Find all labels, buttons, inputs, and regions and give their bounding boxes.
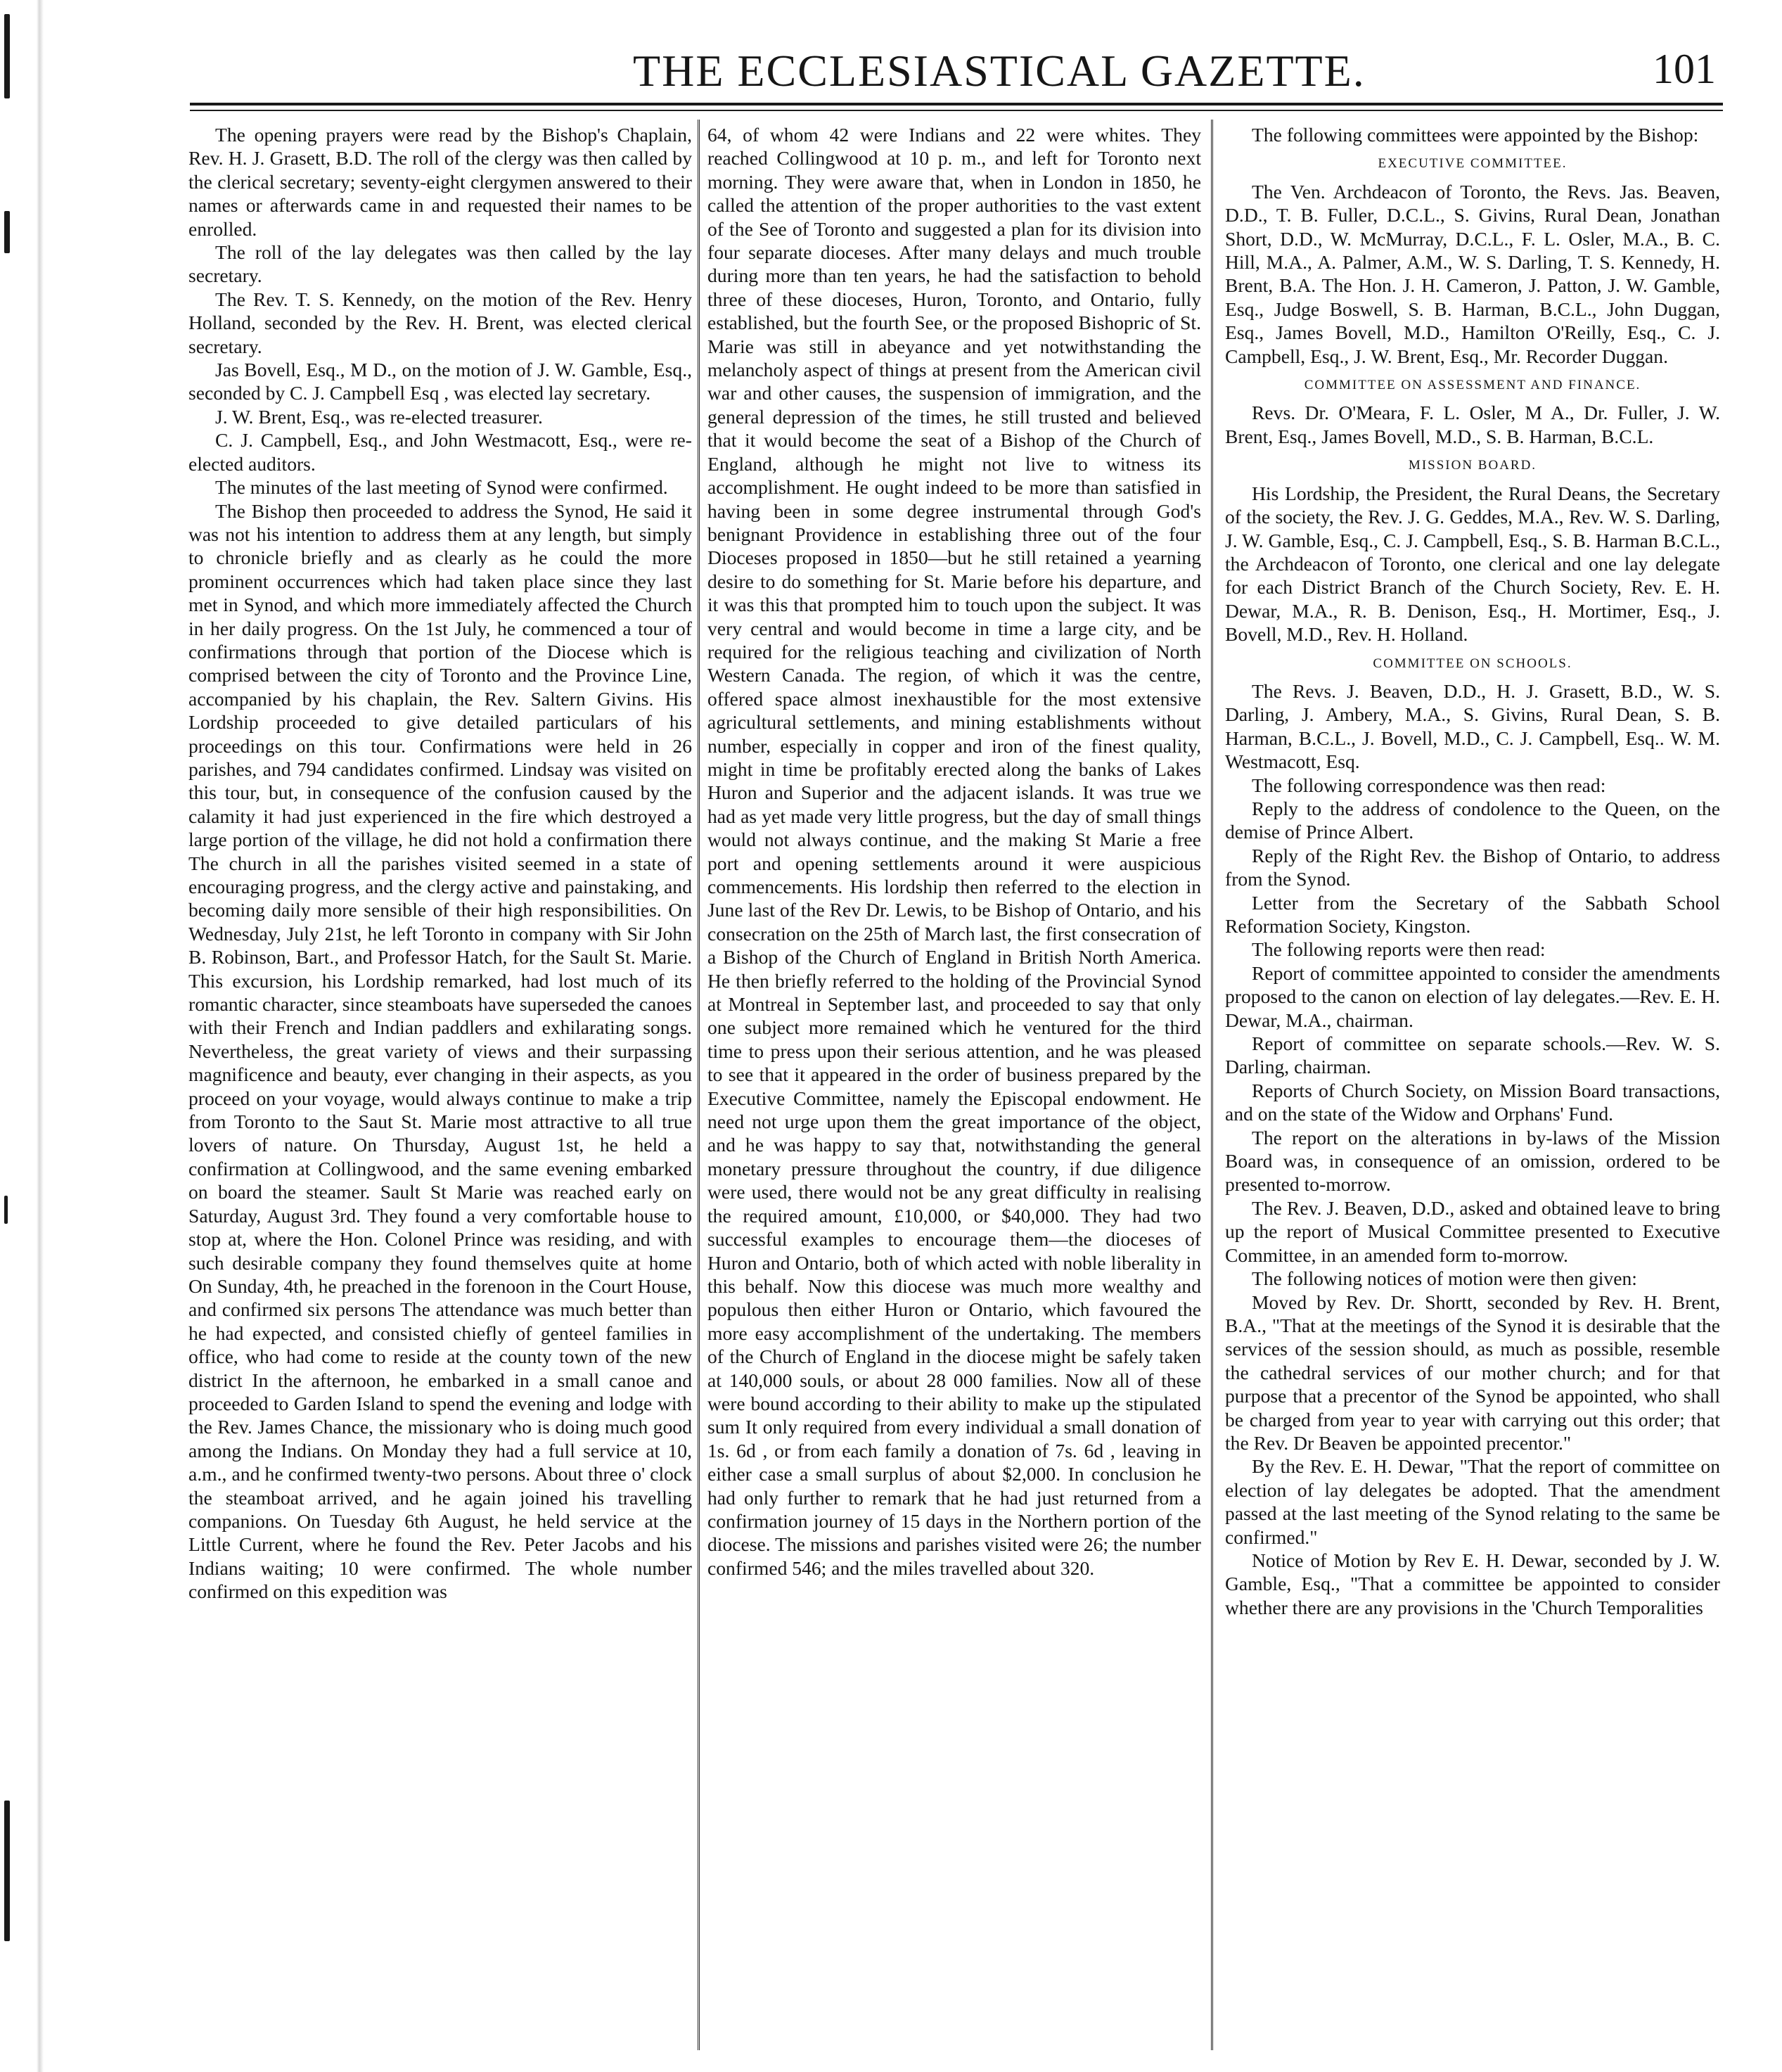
column-1 [188,123,692,1604]
page-binding-edge [0,0,49,2072]
section-heading: MISSION BOARD. [1408,458,1537,473]
column-separator [1211,120,1213,2050]
column-3 [1225,123,1720,1619]
paragraph: Reports of Church Society, on Mission Board transactions, and on the state of the Widow and Orphans' Fund. [1225,1079,1720,1125]
paragraph: The roll of the lay delegates was then called by the lay secretary. [188,241,692,287]
paragraph: By the Rev. E. H. Dewar, "That the report of committee on election of lay delegates be adopted. That the amendment passed at the last meeting of the Synod relating to the same be confirmed." [1225,1455,1720,1548]
section-heading: EXECUTIVE COMMITTEE. [1378,156,1568,172]
paragraph: His Lordship, the President, the Rural Deans, the Secretary of the society, the Rev. J. G. Geddes, M.A., Rev. W. S. Darling, J. W. Gamble, Esq., C. J. Campbell, Esq., S. B. Harman B.C.L., the Archdeacon of Toronto, one clerical and one lay delegate for each District Branch of the Church Society, Rev. E. H. Dewar, M.A., R. B. Denison, Esq., H. Mortimer, Esq., J. Bovell, M.D., Rev. H. Holland. [1225,482,1720,646]
paragraph: The Ven. Archdeacon of Toronto, the Revs. Jas. Beaven, D.D., T. B. Fuller, D.C.L., S. Givins, Rural Dean, Jonathan Short, D.D., W. McMurray, D.C.L., F. L. Osler, M.A., B. C. Hill, M.A., A. Palmer, A.M., W. S. Darling, T. S. Kennedy, H. Brent, B.A. The Hon. J. H. Cameron, J. Patton, J. W. Gamble, Esq., Judge Boswell, S. B. Harman, B.C.L., John Duggan, Esq., James Bovell, M.D., Hamilton O'Reilly, Esq., C. J. Campbell, Esq., J. W. Brent, Esq., Mr. Recorder Duggan. [1225,180,1720,367]
paragraph: The minutes of the last meeting of Synod were confirmed. [215,476,668,499]
paragraph: Letter from the Secretary of the Sabbath School Reformation Society, Kingston. [1225,891,1720,937]
paragraph: Revs. Dr. O'Meara, F. L. Osler, M A., Dr. Fuller, J. W. Brent, Esq., James Bovell, M.D., S. B. Harman, B.C.L. [1225,402,1720,447]
paragraph: The report on the alterations in by-laws of the Mission Board was, in consequence of an omission, ordered to be presented to-morrow. [1225,1126,1720,1196]
paragraph: The following reports were then read: [1252,938,1546,961]
column-separator [698,120,700,2050]
paragraph: C. J. Campbell, Esq., and John Westmacott, Esq., were re-elected auditors. [188,429,692,475]
binding-mark [4,1801,10,1941]
paragraph: Notice of Motion by Rev E. H. Dewar, seconded by J. W. Gamble, Esq., "That a committee be appointed to consider whether there are any provisions in the 'Church Temporalities [1225,1549,1720,1618]
paragraph: The following notices of motion were then given: [1252,1267,1637,1290]
paragraph: Reply to the address of condolence to the Queen, on the demise of Prince Albert. [1225,797,1720,843]
page-title: THE ECCLESIASTICAL GAZETTE. [633,46,1366,96]
paragraph: 64, of whom 42 were Indians and 22 were whites. They reached Collingwood at 10 p. m., and left for Toronto next morning. They were aware that, when in London in 1850, he called the attention of the proper authorities to the vast extent of the See of Toronto and suggested a plan for its division into four separate dioceses. After many delays and much trouble during more than ten years, he had the satisfaction to behold three of these dioceses, Huron, Toronto, and Ontario, fully established, but the fourth See, or the proposed Bishopric of St. Marie was still in abeyance and yet notwithstanding the melancholy aspect of things at present from the American civil war and other causes, the suspension of immigration, and the general depression of the times, he still trusted and believed that it would become the seat of a Bishop of the Church of England, although he might not live to witness its accomplishment. He ought indeed to be more than satisfied in having been in some degree instrumental through God's benignant Providence in establishing three out of the four Dioceses proposed in 1850—but he still retained a yearning desire to do something for St. Marie before his departure, and it was this that prompted him to touch upon the subject. It was very central and would become in time a large city, and be required for the religious teaching and civilization of North Western Canada. The region, of which it was the centre, offered space almost inexhaustible for the most extensive agricultural settlements, and mining establishments without number, especially in copper and iron of the finest quality, might in time be profitably erected along the banks of Lakes Huron and Superior and the adjacent islands. It was true we had as yet made very little progress, but the day of small things would not always continue, and the making St Marie a free port and opening settlements around it were auspicious commencements. His lordship then referred to the election in June last of the Rev Dr. Lewis, to be Bishop of Ontario, and his consecration on the 25th of March last, the first consecration of a Bishop of the Church of England in British North America. He then briefly referred to the holding of the Provincial Synod at Montreal in September last, and proceeded to say that only one subject more remained which he ventured for the third time to press upon their serious attention, and he was pleased to see that it appeared in the order of business prepared by the Executive Committee, namely the Episcopal endowment. He need not urge upon them the great importance of the object, and he was happy to say that, notwithstanding the general monetary pressure throughout the country, if due diligence were used, there would not be any great difficulty in realising the required amount, £10,000, or $40,000. They had two successful examples to encourage them—the dioceses of Huron and Ontario, both of which acted with noble liberality in this behalf. Now this diocese was much more wealthy and populous then either Huron or Ontario, which favoured the more easy accomplishment of the undertaking. The members of the Church of England in the diocese might be safely taken at 140,000 souls, or about 28 000 families. Now all of these were bound according to their ability to make up the stipulated sum It only required from every individual a small donation of 1s. 6d , or from each family a donation of 7s. 6d , leaving in either case a small surplus of about $2,000. In conclusion he had only further to remark that he had just returned from a confirmation journey of 15 days in the Northern portion of the diocese. The missions and parishes visited were 26; the number confirmed 546; and the miles travelled about 320. [707,124,1201,1579]
paragraph: Jas Bovell, Esq., M D., on the motion of J. W. Gamble, Esq., seconded by C. J. Campbell Esq , was elected lay secretary. [188,359,692,404]
section-heading: COMMITTEE ON SCHOOLS. [1373,656,1572,671]
paragraph: Report of committee on separate schools.—Rev. W. S. Darling, chairman. [1225,1032,1720,1078]
binding-mark [4,1196,8,1224]
paragraph: Report of committee appointed to consider the amendments proposed to the canon on election of lay delegates.—Rev. E. H. Dewar, M.A., chairman. [1225,961,1720,1031]
paragraph: The Revs. J. Beaven, D.D., H. J. Grasett, B.D., W. S. Darling, J. Ambery, M.A., S. Givins, Rural Dean, S. B. Harman, B.C.L., J. Bovell, M.D., C. J. Campbell, Esq.. W. M. Westmacott, Esq. [1225,679,1720,773]
paragraph: The opening prayers were read by the Bishop's Chaplain, Rev. H. J. Grasett, B.D. The roll of the clergy was then called by the clerical secretary; seventy-eight clergymen answered to their names or afterwards came in and requested their names to be enrolled. [188,124,692,240]
paragraph: The following committees were appointed by the Bishop: [1252,124,1699,146]
paragraph: J. W. Brent, Esq., was re-elected treasurer. [215,405,543,428]
paragraph: The Rev. T. S. Kennedy, on the motion of the Rev. Henry Holland, seconded by the Rev. H. Brent, was elected clerical secretary. [188,288,692,357]
paragraph: The Bishop then proceeded to address the Synod, He said it was not his intention to address them at any length, but simply to chronicle briefly and as clearly as he could the more prominent occurrences which had taken place since they last met in Synod, and which more immediately affected the Church in her daily progress. On the 1st July, he commenced a tour of confirmations through that portion of the Diocese which is comprised between the city of Toronto and the Province Line, accompanied by his chaplain, the Rev. Saltern Givins. His Lordship proceeded to give detailed particulars of his proceedings on this tour. Confirmations were held in 26 parishes, and 794 candidates confirmed. Lindsay was visited on this tour, but, in consequence of the confusion caused by the calamity it had just experienced in the fire which destroyed a large portion of the village, he did not hold a confirmation there The church in all the parishes visited seemed in a state of encouraging progress, and the clergy active and painstaking, and becoming daily more sensible of their high responsibilities. On Wednesday, July 21st, he left Toronto in company with Sir John B. Robinson, Bart., and Professor Hatch, for the Sault St. Marie. This excursion, his Lordship remarked, had lost much of its romantic character, since steamboats have superseded the canoes with their French and Indian paddlers and exhilarating songs. Nevertheless, the great variety of views and their surpassing magnificence and beauty, ever changing in their aspects, as you proceed on your voyage, would always continue to make a trip from Toronto to the Saut St. Marie most attractive to all true lovers of nature. On Thursday, August 1st, he held a confirmation at Collingwood, and the same evening embarked on board the steamer. Sault St Marie was reached early on Saturday, August 3rd. They found a very comfortable house to stop at, where the Hon. Colonel Prince was residing, and with such desirable company they found themselves quite at home On Sunday, 4th, he preached in the forenoon in the Court House, and confirmed six persons The attendance was much better than he had expected, and consisted chiefly of genteel families in office, who had come to reside at the county town of the new district In the afternoon, he embarked in a small canoe and proceeded to Garden Island to spend the evening and lodge with the Rev. James Chance, the missionary who is doing much good among the Indians. On Monday they had a full service at 10, a.m., and he confirmed twenty-two persons. About three o' clock the steamboat arrived, and he again joined his travelling companions. On Tuesday 6th August, he held service at the Little Current, where he found the Rev. Peter Jacobs and his Indians waiting; 10 were confirmed. The whole number confirmed on this expedition was [188,499,693,1603]
binding-mark [4,14,10,98]
column-2 [707,123,1201,1580]
paragraph: Reply of the Right Rev. the Bishop of Ontario, to address from the Synod. [1225,844,1720,890]
page-header [204,41,1716,97]
header-rule-thin [190,110,1723,111]
paragraph: The following correspondence was then read: [1252,774,1606,796]
section-heading: COMMITTEE ON ASSESSMENT AND FINANCE. [1304,378,1641,393]
paragraph: The Rev. J. Beaven, D.D., asked and obtained leave to bring up the report of Musical Committee presented to Executive Committee, in an amended form to-morrow. [1225,1196,1720,1266]
paragraph: Moved by Rev. Dr. Shortt, seconded by Rev. H. Brent, B.A., "That at the meetings of the Synod it is desirable that the services of the session should, as much as possible, resemble the cathedral services of our mother church; and for that purpose that a precentor of the Synod be appointed, who shall be charged from year to year with carrying out this order; that the Rev. Dr Beaven be appointed precentor." [1225,1291,1720,1454]
header-rule [190,103,1723,105]
binding-mark [4,211,10,253]
page-number: 101 [1653,46,1716,92]
